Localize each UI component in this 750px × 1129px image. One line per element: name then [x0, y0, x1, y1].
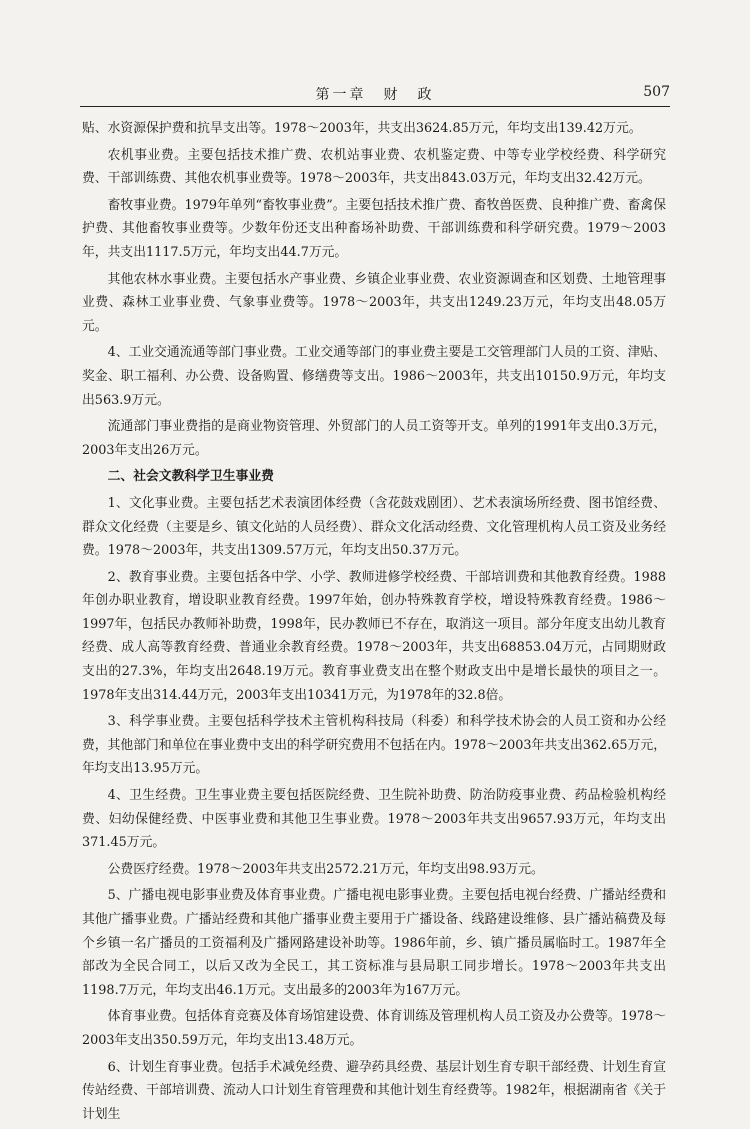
body-text	[82, 117, 666, 1129]
paragraph: 1、文化事业费。主要包括艺术表演团体经费（含花鼓戏剧团）、艺术表演场所经费、图书馆经费、群众文化经费（主要是乡、镇文化站的人员经费）、群众文化活动经费、文化管理机构人员工资及业务经费。1978～2003年，共支出1309.57万元，年均支出50.37万元。	[82, 495, 666, 559]
paragraph: 贴、水资源保护费和抗旱支出等。1978～2003年，共支出3624.85万元，年均支出139.42万元。	[82, 121, 642, 136]
paragraph: 农机事业费。主要包括技术推广费、农机站事业费、农机鉴定费、中等专业学校经费、科学研究费、干部训练费、其他农机事业费等。1978～2003年，共支出843.03万元，年均支出32.42万元。	[82, 147, 666, 187]
paragraph: 畜牧事业费。1979年单列“畜牧事业费”。主要包括技术推广费、畜牧兽医费、良种推广费、畜禽保护费、其他畜牧事业费等。少数年份还支出种畜场补助费、干部训练费和科学研究费。1979～2003年，共支出1117.5万元，年均支出44.7万元。	[82, 197, 666, 260]
paragraph: 2、教育事业费。主要包括各中学、小学、教师进修学校经费、干部培训费和其他教育经费。1988年创办职业教育，增设职业教育经费。1997年始，创办特殊教育学校，增设特殊教育经费。1986～1997年，包括民办教师补助费，1998年，民办教师已不存在，取消这一项目。部分年度支出幼儿教育经费、成人高等教育经费、普通业余教育经费。1978～2003年，共支出68853.04万元，占同期财政支出的27.3%，年均支出2648.19万元。教育事业费支出在整个财政支出中是增长最快的项目之一。1978年支出314.44万元，2003年支出10341万元，为1978年的32.8倍。	[82, 569, 666, 703]
section-heading: 二、社会文教科学卫生事业费	[107, 469, 274, 485]
page-header	[80, 84, 670, 107]
paragraph: 4、工业交通流通等部门事业费。工业交通等部门的事业费主要是工交管理部门人员的工资、津贴、奖金、职工福利、办公费、设备购置、修缮费等支出。1986～2003年，共支出10150.9万元，年均支出563.9万元。	[82, 345, 667, 408]
paragraph: 5、广播电视电影事业费及体育事业费。广播电视电影事业费。主要包括电视台经费、广播站经费和其他广播事业费。广播站经费和其他广播事业费主要用于广播设备、线路建设维修、县广播站稿费及每个乡镇一名广播员的工资福利及广播网路建设补助等。1986年前，乡、镇广播员属临时工。1987年全部改为全民合同工，以后又改为全民工，其工资标准与县局职工同步增长。1978～2003年共支出1198.7万元，年均支出46.1万元。支出最多的2003年为167万元。	[82, 888, 667, 998]
paragraph: 体育事业费。包括体育竞赛及体育场馆建设费、体育训练及管理机构人员工资及办公费等。1978～2003年支出350.59万元，年均支出13.48万元。	[82, 1009, 666, 1048]
paragraph: 3、科学事业费。主要包括科学技术主管机构科技局（科委）和科学技术协会的人员工资和办公经费，其他部门和单位在事业费中支出的科学研究费用不包括在内。1978～2003年共支出362.65万元，年均支出13.95万元。	[82, 714, 666, 777]
paragraph: 流通部门事业费指的是商业物资管理、外贸部门的人员工资等开支。单列的1991年支出0.3万元，2003年支出26万元。	[82, 419, 666, 458]
page-number: 507	[643, 84, 670, 100]
paragraph: 其他农林水事业费。主要包括水产事业费、乡镇企业事业费、农业资源调查和区划费、土地管理事业费、森林工业事业费、气象事业费等。1978～2003年，共支出1249.23万元，年均支出48.05万元。	[82, 271, 666, 334]
paragraph: 公费医疗经费。1978～2003年共支出2572.21万元，年均支出98.93万元。	[107, 861, 544, 877]
chapter-title: 第一章 财 政	[315, 87, 435, 103]
paragraph: 4、卫生经费。卫生事业费主要包括医院经费、卫生院补助费、防治防疫事业费、药品检验机构经费、妇幼保健经费、中医事业费和其他卫生事业费。1978～2003年共支出9657.93万元，年均支出371.45万元。	[82, 788, 666, 851]
paragraph: 6、计划生育事业费。包括手术减免经费、避孕药具经费、基层计划生育专职干部经费、计划生育宣传站经费、干部培训费、流动人口计划生育管理费和其他计划生育经费等。1982年，根据湖南省《关于计划生	[82, 1059, 667, 1122]
